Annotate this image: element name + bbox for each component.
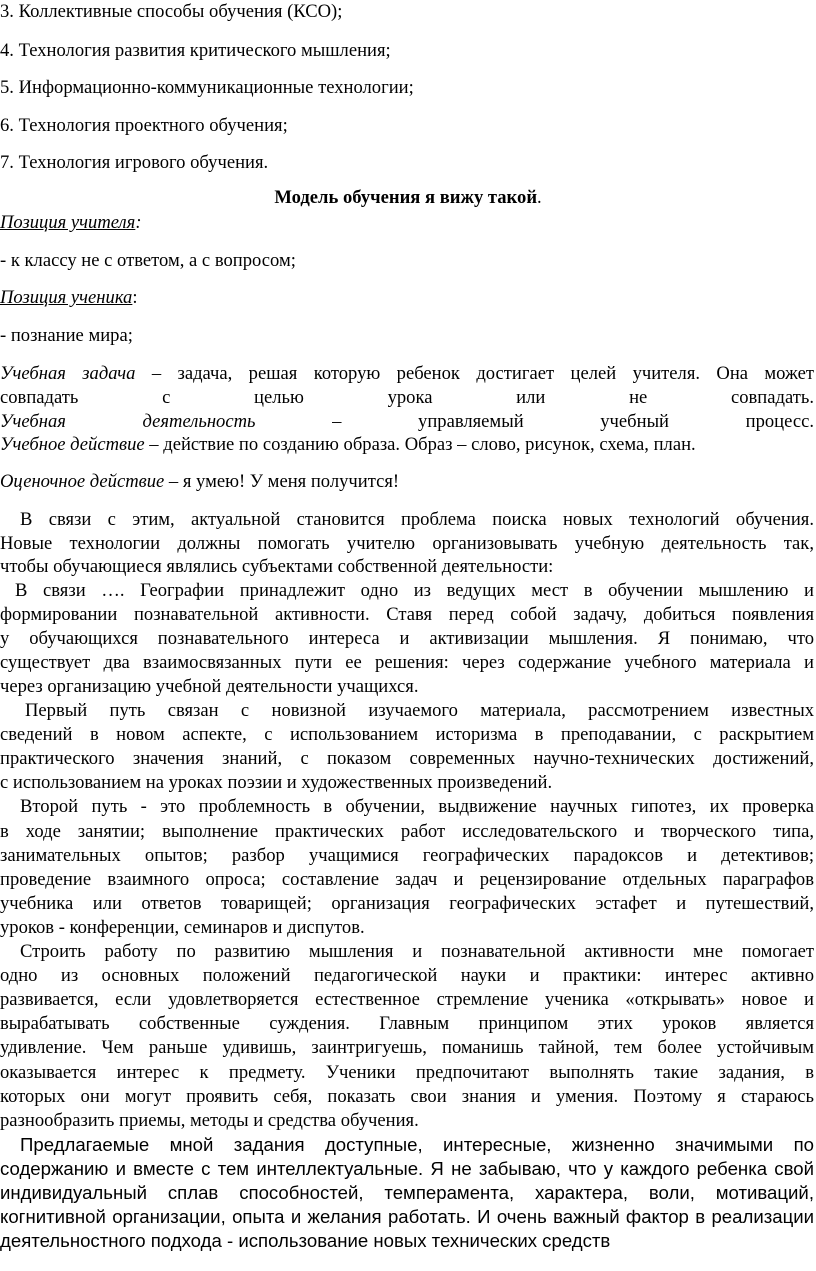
activity-definition: Учебная деятельность – управляемый учебный процесс. [0,411,814,432]
paragraph-line: Второй путь - это проблемность в обучении, выдвижение научных гипотез, их проверка [20,796,814,817]
paragraph-line: Первый путь связан с новизной изучаемого материала, рассмотрением известных [25,700,814,721]
teacher-position: Позиция учителя: [0,212,142,233]
paragraph-line: удивление. Чем раньше удивишь, заинтригуешь, поманишь тайной, тем более устойчивым [0,1037,814,1058]
evaluation-definition: Оценочное действие – я умею! У меня получится! [0,471,400,492]
paragraph-line: одно из основных положений педагогической науки и практики: интерес активно [0,965,814,986]
paragraph-line: разнообразить приемы, методы и средства обучения. [0,1110,419,1131]
paragraph-line: когнитивной организации, опыта и желания работать. И очень важный фактор в реализации [0,1206,814,1227]
paragraph-line: оказывается интерес к предмету. Ученики предпочитают выполнять такие задания, в [0,1062,814,1083]
paragraph-line: которых они могут проявить себя, показать свои знания и умения. Поэтому я стараюсь [0,1086,814,1107]
list-item: 5. Информационно-коммуникационные технологии; [0,77,414,98]
paragraph-line: практического значения знаний, с показом современных научно-технических достижений, [0,748,814,769]
paragraph-line: уроков - конференции, семинаров и диспутов. [0,917,365,938]
paragraph-line: развивается, если удовлетворяется естественное стремление ученика «открывать» новое и [0,989,814,1010]
list-item: 3. Коллективные способы обучения (КСО); [0,1,343,22]
student-position: Позиция ученика: [0,287,138,308]
paragraph-line: учебника или ответов товарищей; организация географических эстафет и путешествий, [0,893,814,914]
paragraph-line: в ходе занятии; выполнение практических работ исследовательского и творческого типа, [0,821,814,842]
list-item: 4. Технология развития критического мышления; [0,40,391,61]
paragraph-line: существует два взаимосвязанных пути ее решения: через содержание учебного материала и [0,652,814,673]
model-heading: Модель обучения я вижу такой. [274,187,542,208]
list-item: 6. Технология проектного обучения; [0,115,288,136]
paragraph-line: занимательных опытов; разбор учащимися географических парадоксов и детективов; [0,845,814,866]
paragraph-line: деятельностного подхода - использование новых технических средств [0,1230,611,1251]
paragraph-line: вырабатывать собственные суждения. Главным принципом этих уроков является [0,1013,814,1034]
action-definition: Учебное действие – действие по созданию образа. Образ – слово, рисунок, схема, план. [0,434,696,455]
student-text: - познание мира; [0,325,133,346]
paragraph-line: чтобы обучающиеся являлись субъектами собственной деятельности: [0,556,554,577]
paragraph-line: у обучающихся познавательного интереса и активизации мышления. Я понимаю, что [0,628,814,649]
paragraph-line: Предлагаемые мной задания доступные, интересные, жизненно значимыми по [20,1134,814,1155]
teacher-text: - к классу не с ответом, а с вопросом; [0,250,296,271]
paragraph-line: В связи …. Географии принадлежит одно из ведущих мест в обучении мышлению и [15,580,814,601]
paragraph-line: Строить работу по развитию мышления и познавательной активности мне помогает [20,941,814,962]
paragraph-line: через организацию учебной деятельности учащихся. [0,676,419,697]
list-item: 7. Технология игрового обучения. [0,152,269,173]
paragraph-line: формировании познавательной активности. Ставя перед собой задачу, добиться появления [0,604,814,625]
task-definition-line: Учебная задача – задача, решая которую ребенок достигает целей учителя. Она может [0,363,814,384]
paragraph-line: индивидуальный сплав способностей, темперамента, характера, воли, мотиваций, [0,1182,814,1203]
paragraph-line: с использованием на уроках поэзии и художественных произведений. [0,772,553,793]
paragraph-line: В связи с этим, актуальной становится проблема поиска новых технологий обучения. [20,509,814,530]
paragraph-line: сведений в новом аспекте, с использованием историзма в преподавании, с раскрытием [0,724,814,745]
paragraph-line: проведение взаимного опроса; составление задач и рецензирование отдельных параграфов [0,869,814,890]
paragraph-line: Новые технологии должны помогать учителю организовывать учебную деятельность так, [0,533,814,554]
paragraph-line: содержанию и вместе с тем интеллектуальные. Я не забываю, что у каждого ребенка свой [0,1158,814,1179]
task-definition-line: совпадать с целью урока или не совпадать. [0,387,814,408]
